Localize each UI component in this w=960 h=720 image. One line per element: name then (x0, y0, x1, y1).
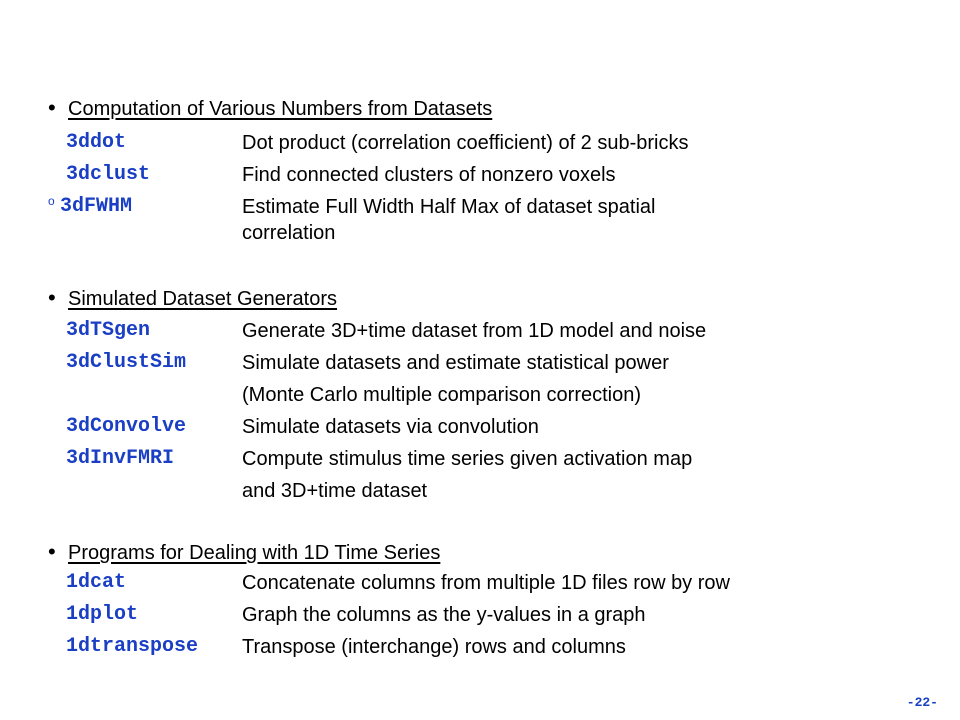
sub-bullet-icon: o (48, 194, 55, 208)
section-heading (48, 540, 440, 565)
command-description: Graph the columns as the y-values in a graph (242, 604, 646, 626)
command-description: and 3D+time dataset (242, 480, 428, 502)
command-description: (Monte Carlo multiple comparison correction) (242, 384, 642, 406)
heading-text: Computation of Various Numbers from Datasets (68, 98, 493, 120)
heading-text: Programs for Dealing with 1D Time Series (68, 542, 441, 564)
command-description: Dot product (correlation coefficient) of 2 sub-bricks (242, 132, 689, 154)
command-name: 3dclust (66, 163, 151, 186)
command-description: Find connected clusters of nonzero voxels (242, 164, 616, 186)
command-name: 1dplot (66, 603, 139, 626)
page-number: -22- (906, 695, 938, 710)
bullet-icon: • (48, 285, 56, 310)
command-description: Concatenate columns from multiple 1D files row by row (242, 572, 730, 594)
command-name: 1dtranspose (66, 635, 199, 658)
command-description: Simulate datasets and estimate statistical power (242, 352, 669, 374)
command-description: Generate 3D+time dataset from 1D model and noise (242, 320, 707, 342)
command-name: 3dTSgen (66, 319, 151, 342)
command-name: 3dInvFMRI (66, 447, 175, 470)
bullet-icon: • (48, 95, 56, 120)
command-name: 3dConvolve (66, 415, 187, 438)
command-name: 3dFWHM (60, 195, 133, 218)
command-description-continued: correlation (242, 222, 336, 244)
command-name: 1dcat (66, 571, 127, 594)
section-heading (48, 286, 337, 311)
section-heading (48, 96, 492, 121)
command-description: Estimate Full Width Half Max of dataset spatial (242, 196, 656, 218)
bullet-icon: • (48, 539, 56, 564)
heading-text: Simulated Dataset Generators (68, 288, 338, 310)
command-name: 3ddot (66, 131, 127, 154)
command-description: Simulate datasets via convolution (242, 416, 539, 438)
command-description: Transpose (interchange) rows and columns (242, 636, 626, 658)
command-description: Compute stimulus time series given activation map (242, 448, 693, 470)
command-name: 3dClustSim (66, 351, 187, 374)
